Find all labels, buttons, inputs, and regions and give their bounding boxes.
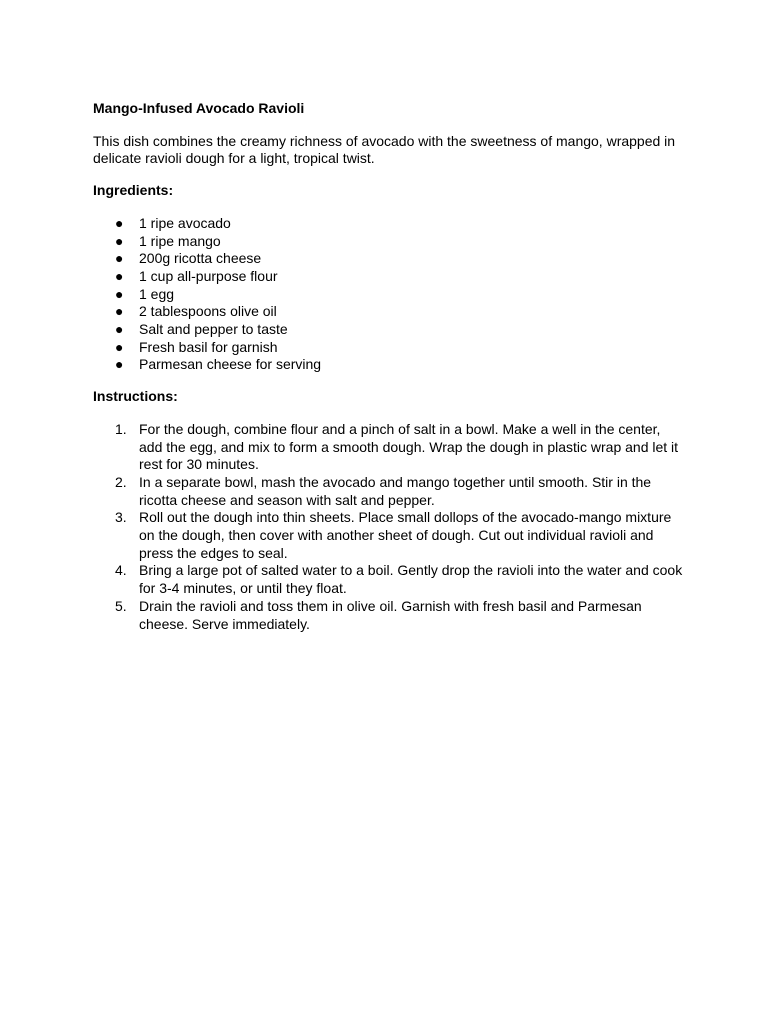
document-page <box>93 100 683 633</box>
ingredient-text: 1 egg <box>139 285 175 302</box>
step-number: 2. <box>115 473 127 490</box>
step-text: In a separate bowl, mash the avocado and mango together until smooth. Stir in the ricotta cheese and season with salt and pepper. <box>139 473 652 508</box>
step-number: 4. <box>115 562 127 579</box>
bullet-icon: ● <box>115 321 124 338</box>
list-item <box>93 339 683 357</box>
step-number: 3. <box>115 509 127 526</box>
ingredient-text: Salt and pepper to taste <box>139 321 288 338</box>
recipe-title: Mango-Infused Avocado Ravioli <box>93 100 305 116</box>
recipe-intro: This dish combines the creamy richness of avocado with the sweetness of mango, wrapped in delicate ravioli dough for a light, tropical twist. <box>93 132 676 167</box>
list-item <box>93 562 683 597</box>
list-item <box>93 509 683 562</box>
step-number: 5. <box>115 597 127 614</box>
list-item <box>93 303 683 321</box>
bullet-icon: ● <box>115 250 124 267</box>
instructions-heading: Instructions: <box>93 388 178 405</box>
ingredient-text: Fresh basil for garnish <box>139 338 278 355</box>
instructions-list <box>93 421 683 633</box>
ingredient-text: 200g ricotta cheese <box>139 250 262 267</box>
ingredient-text: 1 ripe avocado <box>139 214 231 231</box>
list-item <box>93 356 683 374</box>
list-item <box>93 474 683 509</box>
bullet-icon: ● <box>115 214 124 231</box>
list-item <box>93 233 683 251</box>
ingredient-text: 1 ripe mango <box>139 232 221 249</box>
ingredient-text: 1 cup all-purpose flour <box>139 267 278 284</box>
step-text: Bring a large pot of salted water to a boil. Gently drop the ravioli into the water and cook for 3-4 minutes, or until they float. <box>139 562 683 597</box>
list-item <box>93 421 683 474</box>
list-item <box>93 250 683 268</box>
list-item <box>93 215 683 233</box>
bullet-icon: ● <box>115 267 124 284</box>
step-text: Drain the ravioli and toss them in olive oil. Garnish with fresh basil and Parmesan cheese. Serve immediately. <box>139 597 642 632</box>
bullet-icon: ● <box>115 285 124 302</box>
list-item <box>93 268 683 286</box>
list-item <box>93 321 683 339</box>
ingredient-text: 2 tablespoons olive oil <box>139 303 277 320</box>
list-item <box>93 598 683 633</box>
bullet-icon: ● <box>115 232 124 249</box>
ingredients-list <box>93 215 683 374</box>
ingredient-text: Parmesan cheese for serving <box>139 356 322 373</box>
bullet-icon: ● <box>115 338 124 355</box>
step-text: For the dough, combine flour and a pinch of salt in a bowl. Make a well in the center, add the egg, and mix to form a smooth dough. Wrap the dough in plastic wrap and let it rest for 30 minutes. <box>139 420 679 473</box>
bullet-icon: ● <box>115 303 124 320</box>
bullet-icon: ● <box>115 356 124 373</box>
step-number: 1. <box>115 420 127 437</box>
step-text: Roll out the dough into thin sheets. Place small dollops of the avocado-mango mixture on the dough, then cover with another sheet of dough. Cut out individual ravioli and press the edges to seal. <box>139 509 672 561</box>
list-item <box>93 286 683 304</box>
ingredients-heading: Ingredients: <box>93 182 174 199</box>
